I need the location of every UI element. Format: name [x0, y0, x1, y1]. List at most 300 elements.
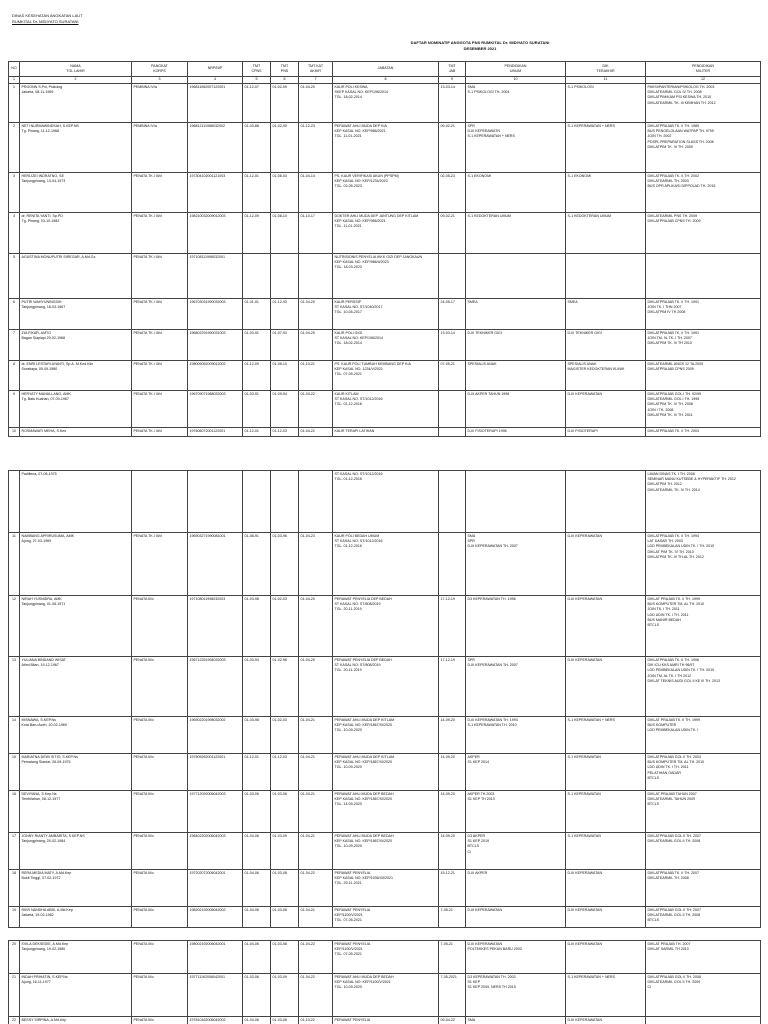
- table-row: [9, 870, 761, 907]
- table-cell: NAMBANG APRIRUSUMA, AMK Ajung, 27-03-1969: [20, 533, 132, 596]
- table-cell: PENATA III/c: [132, 596, 188, 657]
- table-cell: KAUR POLI KESWA SKEP KASAL NO: KEP/196/2014 TGL. 18-02-2014: [333, 84, 439, 123]
- table-cell: 01-12-01: [243, 428, 271, 437]
- table-cell: ST KASAL NO: ST/1012/2016 TGL. 01-12-2016: [333, 471, 439, 533]
- table-cell: PENATA TK.I III/d: [132, 330, 188, 361]
- table-cell: 197509262001122001: [188, 754, 243, 791]
- table-cell: D-III TEKNIKER GIGI: [466, 330, 566, 361]
- table-cell: 01-04-20: [299, 330, 333, 361]
- table-cell: [243, 254, 271, 299]
- table-cell: D-III KEPERAWATAN: [566, 533, 646, 596]
- table-cell: 196903271990081001: [188, 533, 243, 596]
- letterhead: [12, 13, 83, 25]
- table-cell: 01-04-23: [299, 533, 333, 596]
- table-cell: PERAWAT PENYELIA KEP/1100/V/2021 TGL. 07-05-2021: [333, 907, 439, 928]
- table-row: [9, 717, 761, 754]
- table-cell: 14-09-20: [439, 717, 466, 754]
- table-cell: Padillena, 07-06-1975: [20, 471, 132, 533]
- table-cell: PUTRI WAHYUNINGSIH Tanjungpinang, 18-03-1967: [20, 299, 132, 330]
- table-cell: 198009052009012002: [188, 361, 243, 391]
- table-cell: 1: [9, 84, 20, 123]
- table-row: [9, 84, 761, 123]
- table-cell: DIKLAT PRAJAB TH. 2007 DIKLAT SARMIL TH 2010: [646, 941, 761, 974]
- table-cell: PENATA TK.I III/d: [132, 533, 188, 596]
- table-cell: [439, 254, 466, 299]
- table-cell: DIKLATPRAJAB TK. II TH. 1994 LAT DASAR TH. 2003 LDD PEMBEKALAN UDIN TK. I TH. 2010 DIKLAT PIM TK. IV TH. 2010 DIKLATPIM TK. IV TH.AL TH. 2012: [646, 533, 761, 596]
- column-header: PENDIDIKAN UMUM: [466, 62, 566, 77]
- table-cell: 01-03-09: [271, 833, 299, 870]
- column-number: 10: [466, 77, 566, 84]
- table-cell: 196703031990032003: [188, 299, 243, 330]
- table-cell: SPR D-III KEPERAWATN S-1 KEPERAWATAN + NERS: [466, 123, 566, 173]
- nominative-table-part-1: [8, 61, 761, 437]
- table-cell: PENATA TK.I III/d: [132, 428, 188, 437]
- table-cell: 01-03-94: [243, 657, 271, 717]
- table-cell: DIKLATPRAJAB TK. II TH. 2003: [646, 428, 761, 437]
- table-cell: SMA S-1 PSIKOLOGI TH. 2004: [466, 84, 566, 123]
- table-cell: DIKLATPRAJAB GOL II TH. 2008 DIKLATEARMIL GOL II TH. 2009 CI: [646, 974, 761, 1017]
- table-cell: 20: [9, 941, 20, 974]
- table-cell: 01-04-06: [243, 833, 271, 870]
- table-cell: PEMBINA IV/a: [132, 84, 188, 123]
- table-cell: PENATA III/c: [132, 870, 188, 907]
- column-number: 5: [243, 77, 271, 84]
- table-cell: PENATA III/c: [132, 657, 188, 717]
- table-cell: D3 KEPERAWATAN TH. 2003 S1 KEP S1 KEP 2009, NERS TH 2015: [466, 974, 566, 1017]
- table-cell: AKPER TH.2003 S1 KEP TH 2010: [466, 791, 566, 833]
- table-cell: KAUR POLI BEDAH UMUM ST KASAL NO: ST/1012/2016 TGL. 01-12-2016: [333, 533, 439, 596]
- table-cell: 01-04-21: [299, 791, 333, 833]
- table-cell: 19: [9, 907, 20, 928]
- table-cell: D-III AKPER: [466, 870, 566, 907]
- column-number: 7: [299, 77, 333, 84]
- table-cell: PERAWAT PENYELIA KEP KASAL NO: KEP/1936/XII/2021 TGL. 29-11-2021: [333, 870, 439, 907]
- table-cell: AGUSTINA MONUPUTRI SIREGAR, A.Md.Gz: [20, 254, 132, 299]
- table-cell: S-1 KEDOKTERAN UMUM: [566, 213, 646, 254]
- table-cell: 198002192006042001: [188, 941, 243, 974]
- table-cell: PERAWAT PENYELIA DEP BEDAH ST KASAL NO: ST/808/2019 TGL. 20-11-2019: [333, 657, 439, 717]
- table-cell: 01-03-06: [243, 974, 271, 1017]
- table-cell: 4: [9, 213, 20, 254]
- nominative-table-part-2: [8, 470, 761, 928]
- table-cell: 01-03-98: [243, 596, 271, 657]
- table-row: [9, 1017, 761, 1024]
- table-row: [9, 533, 761, 596]
- table-cell: PENATA III/c: [132, 754, 188, 791]
- table-cell: dr. ENRI LESTARI AYANTI, Sp.A. M.Ked.Klin Surabaya, 05-09-1980: [20, 361, 132, 391]
- table-cell: SMEA: [466, 299, 566, 330]
- table-cell: 197304102001121003: [188, 173, 243, 213]
- table-cell: [646, 254, 761, 299]
- table-cell: DIKLATPRAJAB GOL I TH. 92/95 DIKLATEARMIL GOL I TH. 1995 DIKLATPIM TK. IV TH. 2008 JOIN I TH. 2008 DIKLATPIM TK. IV TH. 2011: [646, 391, 761, 428]
- table-cell: DEVIYANA, S.Kep.Ns Tembilahan, 08-12-1977: [20, 791, 132, 833]
- table-cell: PERAWAT AHLI MUDA DEP KIA KEP KASAL NO. KEP/986/2021 TGL. 11-01-2021: [333, 123, 439, 173]
- table-row: [9, 123, 761, 173]
- table-cell: NETI NURMAWINDSAH, S.KEP.NS Tg. Pinang, 11-12-1968: [20, 123, 132, 173]
- table-cell: PENATA III/c: [132, 941, 188, 974]
- table-cell: DIKLATPRAJAB TK. II TH. 2002 DIKLATEARMIL TH. 2003 BUS OPR APLIKASI DIPPOLAD TH. 2015: [646, 173, 761, 213]
- column-header: TMT JAB: [439, 62, 466, 77]
- table-cell: 198202192006042002: [188, 907, 243, 928]
- table-cell: 01-03-91: [243, 330, 271, 361]
- table-cell: 01-03-96: [271, 533, 299, 596]
- table-cell: PENATA III/c: [132, 791, 188, 833]
- table-cell: [439, 391, 466, 428]
- table-row: [9, 754, 761, 791]
- table-row: [9, 254, 761, 299]
- column-number: 9: [439, 77, 466, 84]
- column-number: 11: [566, 77, 646, 84]
- table-cell: 01-03-08: [271, 870, 299, 907]
- table-cell: YULIANA BINDAND WISAT Atimi Bilan, 19-12-1967: [20, 657, 132, 717]
- table-row: [9, 213, 761, 254]
- table-cell: 09-02-21: [439, 213, 466, 254]
- table-cell: PENATA III/c: [132, 907, 188, 928]
- table-cell: MISNAWA, S.KEP.Ns Kota Baru Aceh, 20-02-1969: [20, 717, 132, 754]
- table-cell: ROSMAWATI MEHA, S.Kes: [20, 428, 132, 437]
- table-cell: D-III AKPER TAHUN 1998: [466, 391, 566, 428]
- table-cell: 197606072001122001: [188, 428, 243, 437]
- table-cell: 01-07-93: [271, 330, 299, 361]
- table-cell: 01-04-06: [243, 1017, 271, 1024]
- table-cell: AKPER S1 KEP 2014: [466, 754, 566, 791]
- table-cell: dr. RENITA YANTI, Sp.PD Tg. Pinang, 03-10-1982: [20, 213, 132, 254]
- table-cell: 01-12-09: [243, 361, 271, 391]
- column-number: 2: [20, 77, 132, 84]
- table-cell: 01-12-01: [243, 754, 271, 791]
- table-cell: 01-04-22: [299, 391, 333, 428]
- table-cell: D-III KEPERAWATAN: [466, 907, 566, 928]
- table-cell: [243, 471, 271, 533]
- table-cell: KAUR KITLAM ST KASAL NO. ST/1012/2016 TGL. 01-12-2016: [333, 391, 439, 428]
- table-cell: PRIJONN S.Psi, Psikolog Jakarta, 08-11-1969: [20, 84, 132, 123]
- table-cell: PERAWAT AHLI MUDA DEP KITLAM KEP KASAL NO: KEP/1867/XI/2020 TGL. 10-09-2020: [333, 717, 439, 754]
- table-cell: 7-05-21: [439, 907, 466, 928]
- table-row: [9, 471, 761, 533]
- table-cell: DIKLATEARMIL ANGS 12 TA 2009 DIKLATPRAJAB CPNS 2009: [646, 361, 761, 391]
- table-cell: RIKR NANDHA ABDI, A.Md.Kep Jakarta, 19-02-1982: [20, 907, 132, 928]
- table-cell: 01-04-21: [299, 717, 333, 754]
- table-cell: 01-04-22: [299, 941, 333, 974]
- table-cell: 17-12-19: [439, 657, 466, 717]
- table-cell: 01-03-09: [271, 974, 299, 1017]
- table-row: [9, 596, 761, 657]
- table-cell: [466, 254, 566, 299]
- table-cell: DIKLATPRAJAB GOL II TH. 2007 DIKLATEARMIL GOL II TH. 2008: [646, 833, 761, 870]
- table-cell: [466, 471, 566, 533]
- table-cell: 16: [9, 791, 20, 833]
- table-cell: 01-09-94: [271, 391, 299, 428]
- table-cell: SMEA: [566, 299, 646, 330]
- org-line-2: RUMKITAL Dr. MIDIYATO SURATANI: [12, 19, 79, 24]
- table-row: [9, 391, 761, 428]
- table-cell: [271, 471, 299, 533]
- table-cell: 01-04-21: [299, 833, 333, 870]
- table-cell: 197202072006042001: [188, 870, 243, 907]
- table-cell: D-III KEPERAWATAN: [566, 596, 646, 657]
- table-cell: 15-12-21: [439, 870, 466, 907]
- table-cell: EVILA DEKSEDIE, A.Md.Kep Tanjungpinang, 19-02-1980: [20, 941, 132, 974]
- table-cell: PENATA TK.I III/d: [132, 361, 188, 391]
- table-cell: 01-08-10: [271, 361, 299, 391]
- table-cell: [299, 471, 333, 533]
- table-cell: S-1 KEPERAWATAN + NERS: [566, 123, 646, 173]
- table-cell: 7-05-21: [439, 941, 466, 974]
- table-cell: D-III KEPERAWATAN TH. 1993 S-1 KEPERAWATAN TH. 2010: [466, 717, 566, 754]
- table-cell: PENATA TK.I III/d: [132, 299, 188, 330]
- table-cell: SMA: [466, 1017, 566, 1024]
- table-cell: PERAWAT AHLI MUDA DEP KITLAM KEP KASAL NO. KEP/1867/XI/2020 TGL. 10-09-2020: [333, 754, 439, 791]
- table-cell: 14-09-20: [439, 754, 466, 791]
- table-cell: D3 KEPERAWATAN TH. 1996: [466, 596, 566, 657]
- table-cell: PENATA TK.I III/d: [132, 213, 188, 254]
- table-cell: D-III KEPERAWATAN POLTEKKES PEKAN BARU 2003: [466, 941, 566, 974]
- table-cell: MARIATNA DEWI SITIO, S.KEP.Ns Pematang Siantar, 26-09-1975: [20, 754, 132, 791]
- table-cell: 196811062007122001: [188, 84, 243, 123]
- table-cell: PENATA III/c: [132, 717, 188, 754]
- table-cell: PERAWAT PENYELIA: [333, 1017, 439, 1024]
- table-cell: 01-04-20: [299, 657, 333, 717]
- table-cell: [9, 471, 20, 533]
- table-cell: PENATA III/c: [132, 974, 188, 1017]
- table-cell: NIRAH YUSNIDRA, AMK Tanjungpinang, 01-08-1971: [20, 596, 132, 657]
- table-cell: DIKLAT PRAJAB TK. II TH. 1999 BUS KOMPUTER TM. AL TH. 2010 JOIN TK. I TH. 2011 LDD UDIN TK. I TH. 2011 BUS MANIR BEDAH BTCLS: [646, 596, 761, 657]
- page-break: [0, 448, 768, 470]
- table-cell: 13-03-14: [439, 330, 466, 361]
- table-cell: D-III FISIOTERAPI: [566, 428, 646, 437]
- column-header: PENDIDIKAN MILITER: [646, 62, 761, 77]
- table-cell: 197712092006042003: [188, 791, 243, 833]
- table-cell: 01-04-14: [299, 173, 333, 213]
- table-cell: DIKLATPRAJAB TK. II TH. 1989 BUS PENGELOLAAN WATPAP TH. 9799 JOIN TH. 2002 PDSPL PREPARATION SLASS TH. 2008 DIKLATPIM TK. IV TH. 2009: [646, 123, 761, 173]
- table-cell: 01-04-22: [299, 974, 333, 1017]
- table-cell: S-1 EKONOMI: [566, 173, 646, 213]
- table-row: [9, 173, 761, 213]
- table-cell: DIKLAT PRAJAB TK. II TH. 1999 BUS KOMPUTER LDD PEMBEKALAN UDIN TK. I: [646, 717, 761, 754]
- table-cell: SPESIALIS ANAK MAGISTER KEDOKTERAN KLINIK: [566, 361, 646, 391]
- table-cell: PENATA TK.I III/d: [132, 254, 188, 299]
- table-cell: 01-03-98: [243, 717, 271, 754]
- table-cell: 14-09-20: [439, 833, 466, 870]
- table-cell: 07-05-21: [439, 361, 466, 391]
- table-cell: [566, 254, 646, 299]
- table-cell: 198402202006042003: [188, 833, 243, 870]
- table-cell: 01-03-91: [243, 391, 271, 428]
- table-cell: DOKTER AHLI MUDA DEP JANTUNG DEP KITLAM KEP KASAL NO: KEP/986/2021 TGL. 11-01-2021: [333, 213, 439, 254]
- table-cell: DIKLATEARMIL PNS TH. 2009 DIKLATPRAJAB CPNS TH. 2009: [646, 213, 761, 254]
- table-cell: INDAH PRIHATIN, S.KEP.Ns Ajung, 16-11-1977: [20, 974, 132, 1017]
- table-cell: 09-02-21: [439, 123, 466, 173]
- column-header: NRP/NIP: [188, 62, 243, 77]
- table-cell: PERAWAT PENYELIA KEP/1100/V/2021 TGL. 07-05-2021: [333, 941, 439, 974]
- table-cell: 196812111988032002: [188, 123, 243, 173]
- table-cell: DIKLATPRAJAB TK. II TH. 1991 JOIN TM. 9L TK. I TH. 2007 DIKLATPIM TK. IV TH 2010: [646, 330, 761, 361]
- table-cell: 01-02-90: [271, 123, 299, 173]
- table-cell: SPR D-III KEPERAWATAN TH. 2007: [466, 657, 566, 717]
- table-cell: 01-12-09: [243, 213, 271, 254]
- table-cell: 21: [9, 974, 20, 1017]
- table-cell: 01-01-91: [243, 299, 271, 330]
- table-cell: 197108011998032003: [188, 596, 243, 657]
- table-cell: S-1 PSIKOLOGI: [566, 84, 646, 123]
- table-cell: NUTRISIONIS PENYELIA IKKK GIZI DEP JANGKAUN KEP KASAL NO. KEP/986/II/2023 TGL. 18-03-2023: [333, 254, 439, 299]
- table-cell: 09-04-22: [439, 1017, 466, 1024]
- table-cell: D-III TEKNIKER GIGI: [566, 330, 646, 361]
- table-cell: 01-03-06: [243, 791, 271, 833]
- table-cell: 22: [9, 1017, 20, 1024]
- table-cell: 7-05-2021: [439, 974, 466, 1017]
- table-row: [9, 299, 761, 330]
- table-cell: 196712251994032003: [188, 657, 243, 717]
- column-header: NAMA TGL LAHIR: [20, 62, 132, 77]
- table-cell: 18: [9, 870, 20, 907]
- column-number: 4: [188, 77, 243, 84]
- table-cell: 197711162006042001: [188, 974, 243, 1017]
- table-cell: 01-10-17: [299, 213, 333, 254]
- table-cell: LIMAN DINAS TK. I TH. 2008 SEMINAR MANU KUTSEBE & HYPERAKTIF TH. 2012 DIKLATPIM TH. 2012 DIKLATEARMIL TK. IV TH. 2014: [646, 471, 761, 533]
- table-cell: 17-12-19: [439, 596, 466, 657]
- org-line-1: DINAS KESEHATAN ANGKATAN LAUT: [12, 13, 83, 18]
- table-row: [9, 941, 761, 974]
- table-cell: DIKLATPRAJAB TK. II TH. 2007 DIKLATEARMIL TH. 2008: [646, 870, 761, 907]
- table-row: [9, 833, 761, 870]
- table-cell: 14-09-20: [439, 791, 466, 833]
- table-cell: [566, 471, 646, 533]
- table-cell: 24-05-17: [439, 299, 466, 330]
- table-cell: 01-08-10: [271, 213, 299, 254]
- table-cell: 3: [9, 173, 20, 213]
- title-line-2: DESEMBER 2021: [463, 46, 497, 51]
- table-cell: [271, 254, 299, 299]
- table-cell: 8: [9, 361, 20, 391]
- table-cell: KAUR TERAPI LATIHAN: [333, 428, 439, 437]
- table-cell: 13-03-14: [439, 84, 466, 123]
- table-cell: S-1 KEPERAWATAN: [566, 791, 646, 833]
- table-cell: S-1 KEPERAWATAN: [566, 754, 646, 791]
- table-cell: 198210032009012003: [188, 213, 243, 254]
- table-cell: JONNY RIANTY AMBARITA, S.KEP.NS Tanjungpinang, 20-02-1984: [20, 833, 132, 870]
- table-cell: 01-04-20: [299, 84, 333, 123]
- table-cell: 17: [9, 833, 20, 870]
- table-cell: 01-04-06: [243, 941, 271, 974]
- table-cell: 15: [9, 754, 20, 791]
- table-cell: PENATA TK.I III/d: [132, 173, 188, 213]
- column-number-row: [9, 77, 761, 84]
- table-cell: 01-03-08: [271, 907, 299, 928]
- column-number: 6: [271, 77, 299, 84]
- table-cell: 196802291990031003: [188, 330, 243, 361]
- table-cell: D-III KEPERAWATAN: [566, 657, 646, 717]
- table-cell: D-III KEPERAWATAN: [566, 941, 646, 974]
- table-cell: 01-04-21: [299, 907, 333, 928]
- table-cell: D3 AKPER S1 KEP 2019 BTCLS CI: [466, 833, 566, 870]
- table-cell: 6: [9, 299, 20, 330]
- table-cell: 7: [9, 330, 20, 361]
- table-cell: 14: [9, 717, 20, 754]
- table-cell: PS. KAUR POLI TUMBUH KEMBANG DEP KIA KEP KASAL NO. 1234/V/2021 TGL. 07-05-2021: [333, 361, 439, 391]
- table-cell: 01-12-23: [299, 123, 333, 173]
- table-cell: 197108111998032001: [188, 254, 243, 299]
- table-cell: KAUR PERSSIP ST KASAL NO. ST/1040/2017 TGL. 10-05-2017: [333, 299, 439, 330]
- table-cell: 01-03-06: [271, 791, 299, 833]
- table-cell: 13: [9, 657, 20, 717]
- table-cell: D-III KEPERAWATAN: [566, 391, 646, 428]
- table-row: [9, 428, 761, 437]
- table-cell: 11: [9, 533, 20, 596]
- table-cell: ZULFIKAR, AMTG Bagan Siapiapi 29-02-1968: [20, 330, 132, 361]
- table-cell: [439, 428, 466, 437]
- table-cell: PERAWAT PENYELIA DEP BEDAH ST KASAL NO: ST/808/2019 TGL. 20-11-2019: [333, 596, 439, 657]
- table-cell: S-1 EKONOMI: [466, 173, 566, 213]
- table-cell: 196902201998032002: [188, 717, 243, 754]
- table-cell: PERAWAT AHLI MUDA DEP BEDAH KEP KASAL NO. KEP/1867/XI/2020 TGL. 14-09-2020: [333, 791, 439, 833]
- table-cell: PENATA TK.I III/d: [132, 391, 188, 428]
- table-cell: 01-02-96: [271, 657, 299, 717]
- column-header: DIK TERAKHIR: [566, 62, 646, 77]
- table-cell: PS. KAUR VERIFIKASI AKUN (PPSPM) KEP KASAL NO: KEP/1234/2023 TGL. 02-05-2023: [333, 173, 439, 213]
- table-cell: KAUR POLI GIGI ST KASAL NO: KEP/196/2014 TGL. 18-02-2014: [333, 330, 439, 361]
- column-header: NO: [9, 62, 20, 77]
- table-cell: 12: [9, 596, 20, 657]
- table-cell: PENATA III/c: [132, 833, 188, 870]
- table-cell: 01-12-03: [271, 428, 299, 437]
- column-header: JABATAN: [333, 62, 439, 77]
- table-cell: S-1 KEPERAWATAN: [566, 833, 646, 870]
- table-cell: 01-12-93: [271, 299, 299, 330]
- table-cell: D-III KEPERAWATAN: [566, 870, 646, 907]
- title-line-1: DAFTAR NOMINATIF ANGGOTA PNS RUMKITAL Dr. MIDIYATO SURATANI: [410, 40, 550, 45]
- table-cell: 01-02-03: [271, 596, 299, 657]
- table-row: [9, 330, 761, 361]
- table-cell: D-III KEPERAWATAN: [566, 907, 646, 928]
- table-cell: 01-03-08: [271, 941, 299, 974]
- table-cell: [132, 471, 188, 533]
- column-header: PANGKAT KORPS: [132, 62, 188, 77]
- table-row: [9, 657, 761, 717]
- column-number: 8: [333, 77, 439, 84]
- table-cell: 01-12-07: [243, 84, 271, 123]
- table-cell: 01-04-22: [299, 428, 333, 437]
- table-cell: 01-04-20: [299, 299, 333, 330]
- table-cell: PEMBINA IV/a: [132, 123, 188, 173]
- table-cell: RERA MEDIA MATY, A.Md.Kep Bukit Tinggi, 07-02-1972: [20, 870, 132, 907]
- table-cell: 01-03-08: [271, 1017, 299, 1024]
- table-row: [9, 361, 761, 391]
- table-cell: 196709071988032003: [188, 391, 243, 428]
- table-cell: PENATA III/c: [132, 1017, 188, 1024]
- table-cell: HERYATY MANULLANG, AMK Tg. Batu Kuahan, 07-09-1967: [20, 391, 132, 428]
- table-cell: 01-08-03: [271, 173, 299, 213]
- table-cell: 01-04-21: [299, 754, 333, 791]
- table-cell: [188, 471, 243, 533]
- table-cell: 01-04-06: [243, 907, 271, 928]
- table-cell: DIKLATPRAJAB GOL II TH. 2007 DIKLATEARMIL GOL II TH. 2008 BTCLS: [646, 907, 761, 928]
- column-header: TMT KAT AKHIR: [299, 62, 333, 77]
- table-cell: 9: [9, 391, 20, 428]
- header-row: [9, 62, 761, 77]
- table-cell: 02-05-23: [439, 173, 466, 213]
- table-cell: 01-10-21: [299, 361, 333, 391]
- column-number: 1: [9, 77, 20, 84]
- table-cell: 5: [9, 254, 20, 299]
- table-cell: 197810162006042002: [188, 1017, 243, 1024]
- nominative-table-part-3: [8, 940, 761, 1024]
- table-cell: DIKLATPRAJAB TK. II TH. 1996 DIK ICU KKS AMRI TH 96/97 LDD PEMBEKALAN UDIN TK. I TH. 2010 JOIN TM. AL TK. I TH 2012 DIKLAT TEKNIS AUDI GOL II KE III TH. 2013: [646, 657, 761, 717]
- table-cell: [439, 533, 466, 596]
- table-row: [9, 907, 761, 928]
- table-cell: S-1 KEDOKTERAN UMUM: [466, 213, 566, 254]
- column-header: TMT PNS: [271, 62, 299, 77]
